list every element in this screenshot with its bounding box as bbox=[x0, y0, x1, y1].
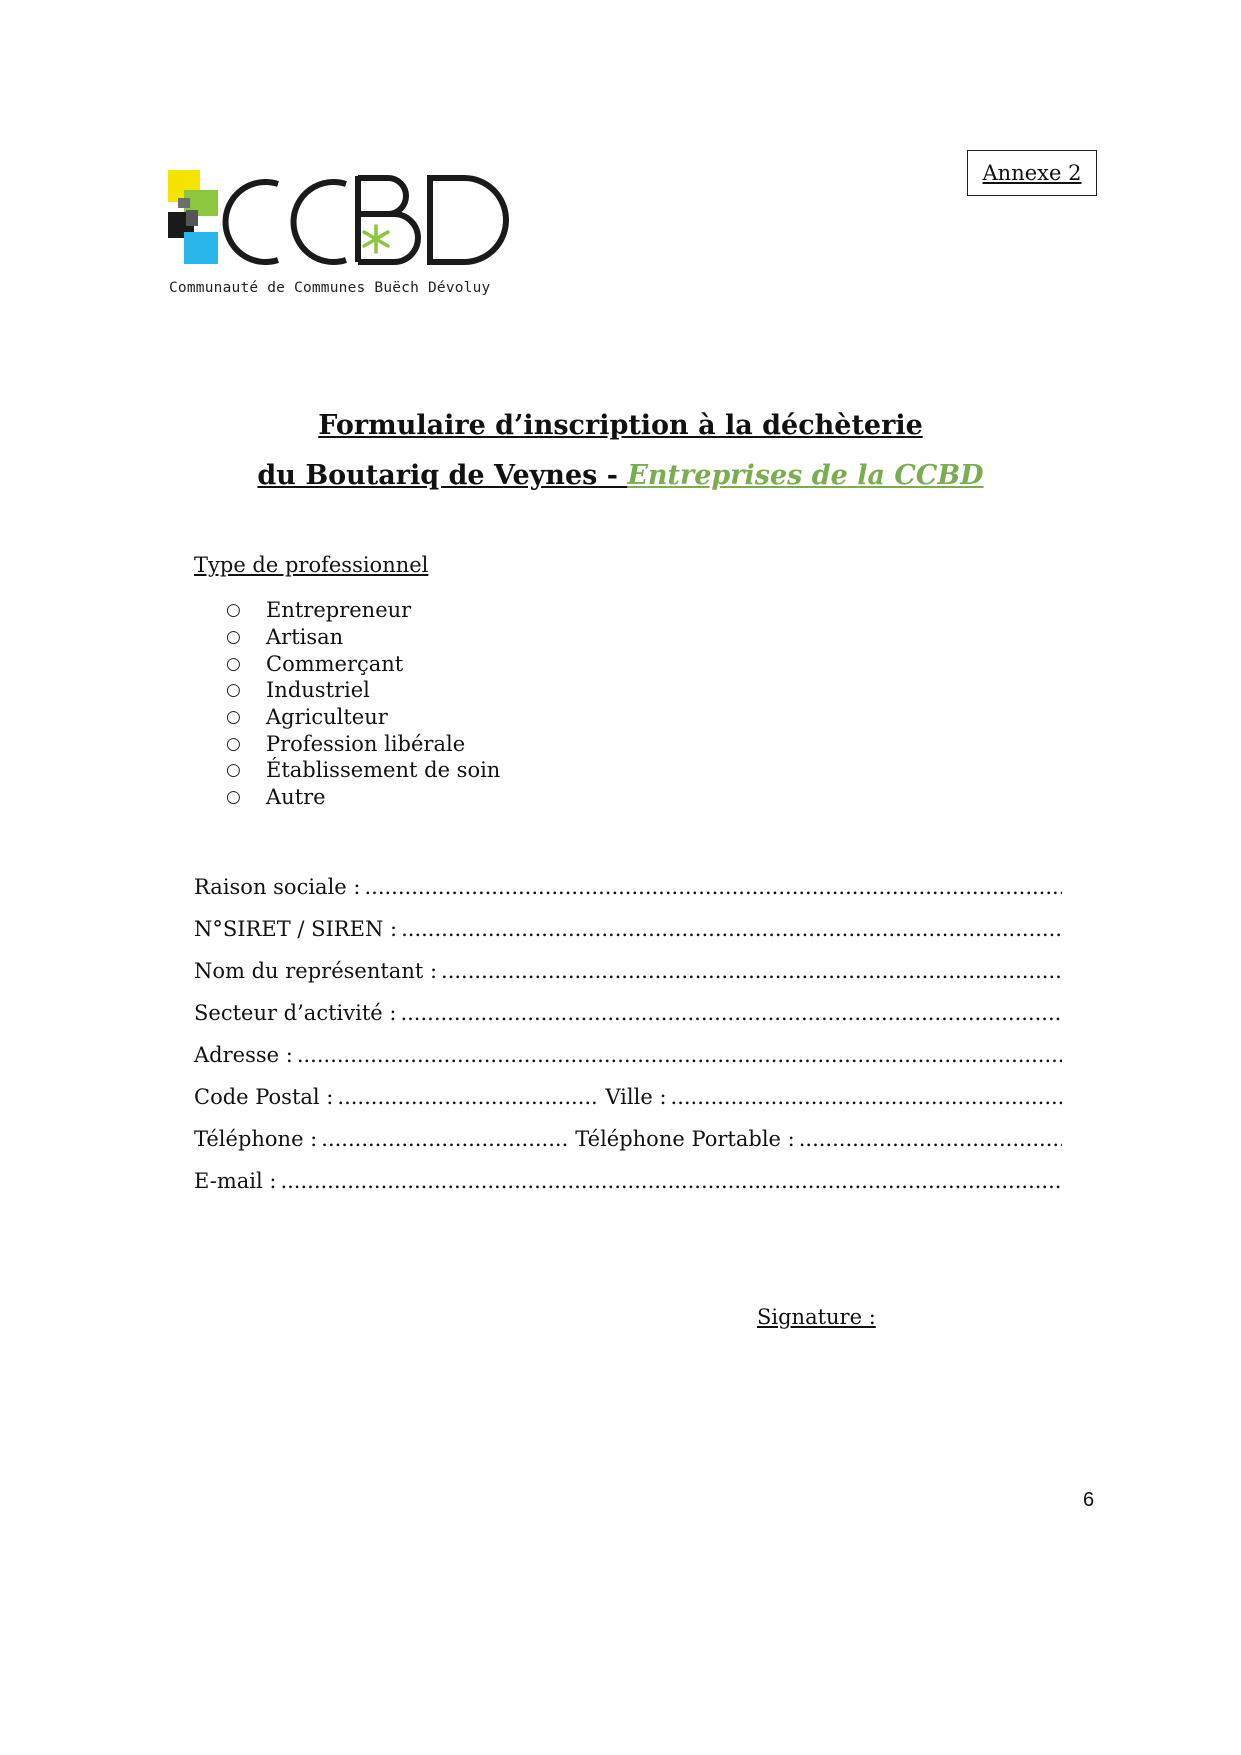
logo-asterisk bbox=[364, 226, 388, 252]
telephone-field bbox=[194, 1127, 1062, 1151]
option-item[interactable] bbox=[226, 757, 500, 784]
siret-input[interactable] bbox=[401, 917, 1062, 941]
adresse-label: Adresse : bbox=[194, 1043, 293, 1067]
radio-bullet-icon[interactable]: ○ bbox=[226, 760, 241, 781]
logo-letter-b bbox=[358, 176, 418, 262]
logo-letter-c2 bbox=[294, 182, 346, 262]
telephone-portable-label: Téléphone Portable : bbox=[575, 1127, 795, 1151]
annex-label: Annexe 2 bbox=[967, 150, 1097, 196]
page-number: 6 bbox=[1083, 1489, 1095, 1511]
option-label: Établissement de soin bbox=[266, 758, 501, 783]
professional-type-label: Type de professionnel bbox=[194, 553, 429, 577]
professional-type-options bbox=[226, 597, 500, 811]
form-title-text1: Formulaire d’inscription à la déchèterie bbox=[318, 410, 923, 441]
option-label: Autre bbox=[266, 785, 326, 810]
radio-bullet-icon[interactable]: ○ bbox=[226, 787, 241, 808]
raison-sociale-label: Raison sociale : bbox=[194, 875, 361, 899]
representant-input[interactable] bbox=[441, 959, 1062, 983]
telephone-input[interactable] bbox=[321, 1127, 569, 1151]
option-label: Profession libérale bbox=[266, 731, 466, 756]
option-item[interactable] bbox=[226, 624, 500, 651]
representant-label: Nom du représentant : bbox=[194, 959, 438, 983]
siret-label: N°SIRET / SIREN : bbox=[194, 917, 398, 941]
secteur-input[interactable] bbox=[400, 1001, 1062, 1025]
option-item[interactable] bbox=[226, 650, 500, 677]
option-item[interactable] bbox=[226, 704, 500, 731]
telephone-label: Téléphone : bbox=[194, 1127, 318, 1151]
logo-square-gray bbox=[178, 198, 190, 208]
form-title-line1 bbox=[0, 410, 1241, 441]
logo-letter-d bbox=[430, 178, 506, 262]
option-label: Commerçant bbox=[266, 651, 404, 676]
option-item[interactable] bbox=[226, 730, 500, 757]
option-label: Industriel bbox=[266, 678, 370, 703]
adresse-input[interactable] bbox=[297, 1043, 1062, 1067]
raison-sociale-field bbox=[194, 875, 1062, 899]
form-title-accent: Entreprises de la CCBD bbox=[627, 460, 984, 491]
secteur-label: Secteur d’activité : bbox=[194, 1001, 397, 1025]
option-label: Agriculteur bbox=[266, 705, 388, 730]
radio-bullet-icon[interactable]: ○ bbox=[226, 653, 241, 674]
radio-bullet-icon[interactable]: ○ bbox=[226, 627, 241, 648]
email-label: E-mail : bbox=[194, 1169, 277, 1193]
form-title-line2 bbox=[0, 460, 1241, 491]
email-field bbox=[194, 1169, 1062, 1193]
code-postal-label: Code Postal : bbox=[194, 1085, 334, 1109]
code-postal-input[interactable] bbox=[337, 1085, 599, 1109]
radio-bullet-icon[interactable]: ○ bbox=[226, 707, 241, 728]
raison-sociale-input[interactable] bbox=[364, 875, 1062, 899]
email-input[interactable] bbox=[280, 1169, 1062, 1193]
option-item[interactable] bbox=[226, 677, 500, 704]
radio-bullet-icon[interactable]: ○ bbox=[226, 733, 241, 754]
form-title-text2: du Boutariq de Veynes - bbox=[257, 460, 628, 491]
option-label: Artisan bbox=[266, 625, 344, 650]
signature-label: Signature : bbox=[757, 1305, 876, 1329]
representant-field bbox=[194, 959, 1062, 983]
logo-square-darkgray bbox=[186, 210, 198, 226]
option-label: Entrepreneur bbox=[266, 598, 412, 623]
ville-label: Ville : bbox=[605, 1085, 667, 1109]
adresse-field bbox=[194, 1043, 1062, 1067]
radio-bullet-icon[interactable]: ○ bbox=[226, 680, 241, 701]
logo-letter-c1 bbox=[226, 182, 278, 262]
option-item[interactable] bbox=[226, 597, 500, 624]
ville-input[interactable] bbox=[671, 1085, 1062, 1109]
logo-square-blue bbox=[184, 232, 218, 264]
secteur-field bbox=[194, 1001, 1062, 1025]
siret-field bbox=[194, 917, 1062, 941]
radio-bullet-icon[interactable]: ○ bbox=[226, 600, 241, 621]
option-item[interactable] bbox=[226, 784, 500, 811]
code-postal-ville-field bbox=[194, 1085, 1062, 1109]
telephone-portable-input[interactable] bbox=[799, 1127, 1062, 1151]
logo-caption: Communauté de Communes Buëch Dévoluy bbox=[169, 280, 491, 296]
